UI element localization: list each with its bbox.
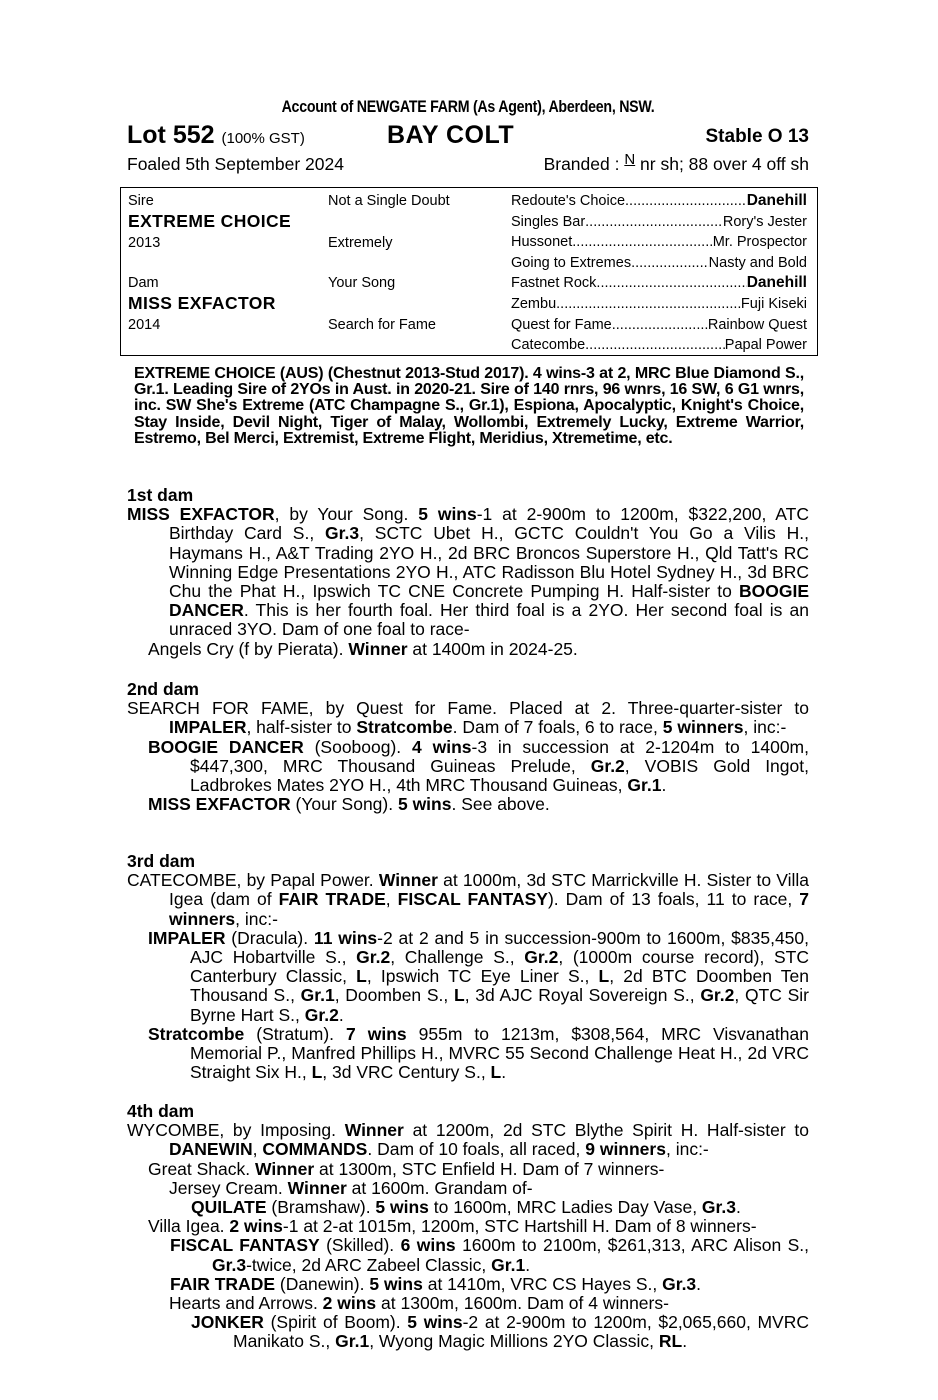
- foal-row: [127, 152, 809, 176]
- sire-sire: Not a Single Doubt: [328, 193, 450, 209]
- grandparent-row: [511, 253, 807, 274]
- dam-section: [127, 1102, 809, 1352]
- stable-location: Stable O 13: [705, 126, 809, 147]
- brand-description: nr sh; 88 over 4 off sh: [640, 154, 809, 174]
- progeny-record: Angels Cry (f by Pierata). Winner at 1400m in 2024-25.: [148, 638, 578, 659]
- sire-name: EXTREME CHOICE: [128, 211, 292, 231]
- dam-record: CATECOMBE, by Papal Power. Winner at 1000m, 3d STC Marrickville H. Sister to Villa Igea (dam of FAIR TRADE, FISCAL FANTASY). Dam of 13 foals, 11 to race, 7 winners, inc:-: [127, 870, 810, 929]
- grandparent-name: Going to Extremes: [511, 254, 632, 271]
- leader-dots: [625, 191, 747, 212]
- foaled-date: Foaled 5th September 2024: [127, 154, 344, 174]
- leader-dots: [596, 273, 746, 294]
- progeny-record: JONKER (Spirit of Boom). 5 wins-2 at 2-900m to 1200m, $2,065,660, MVRC Manikato S., Gr.1, Wyong Magic Millions 2YO Classic, RL.: [191, 1312, 809, 1352]
- great-grandsire-name: Nasty and Bold: [708, 254, 807, 271]
- dam-record: SEARCH FOR FAME, by Quest for Fame. Placed at 2. Three-quarter-sister to IMPALER, half-sister to Stratcombe. Dam of 7 foals, 6 to race, 5 winners, inc:-: [127, 698, 809, 738]
- progeny-record: Hearts and Arrows. 2 wins at 1300m, 1600m. Dam of 4 winners-: [169, 1293, 669, 1314]
- grandparent-row: [511, 335, 807, 356]
- brand-info: [544, 152, 809, 178]
- great-grandsire-name: Rainbow Quest: [707, 316, 807, 333]
- grandparent-name: Hussonet: [511, 234, 573, 251]
- great-grandsire-name: Papal Power: [724, 337, 807, 354]
- dam-section: [127, 486, 809, 659]
- colour-sex: BAY COLT: [387, 121, 515, 149]
- dam-heading: 4th dam: [127, 1101, 195, 1121]
- sire-label: Sire: [128, 193, 154, 209]
- grandparent-row: [511, 315, 807, 336]
- grandparent-name: Singles Bar: [511, 213, 586, 230]
- progeny-record: Jersey Cream. Winner at 1600m. Grandam of-: [169, 1177, 533, 1198]
- pedigree-table: [120, 187, 818, 356]
- lot-number: [127, 120, 305, 154]
- grandparent-row: [511, 212, 807, 233]
- grandparent-name: Fastnet Rock: [511, 275, 597, 292]
- vendor-account: Account of NEWGATE FARM (As Agent), Aberdeen, NSW.: [281, 98, 655, 116]
- grandparent-name: Quest for Fame: [511, 316, 612, 333]
- progeny-record: BOOGIE DANCER (Sooboog). 4 wins-3 in succession at 2-1204m to 1400m, $447,300, MRC Thousand Guineas Prelude, Gr.2, VOBIS Gold Ingot, Ladbrokes Mates 2YO H., 4th MRC Thousand Guineas, Gr.1.: [148, 736, 810, 796]
- sire-year: 2013: [128, 235, 161, 251]
- grandparent-name: Zembu: [511, 296, 557, 312]
- progeny-record: Villa Igea. 2 wins-1 at 2-at 1015m, 1200m, STC Hartshill H. Dam of 8 winners-: [148, 1216, 757, 1237]
- dam-record: MISS EXFACTOR, by Your Song. 5 wins-1 at 2-900m to 1200m, $322,200, ATC Birthday Card S., Gr.3, SCTC Ubet H., GCTC Couldn't You Go a Vilis H., Haymans H., A&T Trading 2YO H., 2d BRC Broncos Superstore H., Qld Tatt's RC Winning Edge Presentations 2YO H., ATC Radisson Blu Hotel Sydney H., 3d BRC Chu the Phat H., Ipswich TC CNE Concrete Pumping H. Half-sister to BOOGIE DANCER. This is her fourth foal. Her third foal is a 2YO. Her second foal is an unraced 3YO. Dam of one foal to race-: [127, 504, 809, 640]
- progeny-record: Great Shack. Winner at 1300m, STC Enfield H. Dam of 7 winners-: [148, 1158, 665, 1179]
- great-grandsire-name: Rory's Jester: [722, 213, 807, 230]
- great-grandsire-name: Mr. Prospector: [712, 234, 807, 251]
- progeny-record: MISS EXFACTOR (Your Song). 5 wins. See above.: [148, 794, 550, 815]
- dam-heading: 2nd dam: [127, 679, 199, 699]
- lot-label: Lot 552: [127, 121, 215, 149]
- grandparent-row: [511, 232, 807, 253]
- dam-name: MISS EXFACTOR: [128, 293, 276, 313]
- progeny-record: FISCAL FANTASY (Skilled). 6 wins 1600m to 2100m, $261,313, ARC Alison S., Gr.3-twice, 2d ARC Zabeel Classic, Gr.1.: [170, 1235, 810, 1275]
- grandparent-row: [511, 273, 807, 294]
- great-grandsire-name: Danehill: [746, 192, 807, 209]
- progeny-record: FAIR TRADE (Danewin). 5 wins at 1410m, VRC CS Hayes S., Gr.3.: [170, 1273, 702, 1294]
- brand-mark-icon: N: [624, 151, 636, 168]
- sire-summary: EXTREME CHOICE (AUS) (Chestnut 2013-Stud 2017). 4 wins-3 at 2, MRC Blue Diamond S., Gr.1. Leading Sire of 2YOs in Aust. in 2020-21. Sire of 140 rnrs, 96 wnrs, 16 SW, 6 G1 wnrs, inc. SW She's Extreme (ATC Champagne S., Gr.1), Espiona, Apocalyptic, Knight's Choice, Stay Inside, Devil Night, Tiger of Malay, Wollombi, Extremely Lucky, Extreme Warrior, Estremo, Bel Merci, Extremist, Extreme Flight, Meridius, Xtremetime, etc.: [134, 365, 804, 447]
- dam-section: [127, 852, 809, 1082]
- great-grandsire-name: Fuji Kiseki: [740, 296, 807, 312]
- catalogue-page-header: [127, 96, 809, 176]
- leader-dots: [572, 232, 712, 253]
- dam-heading: 1st dam: [127, 485, 194, 505]
- grandparent-row: [511, 191, 807, 212]
- leader-dots: [585, 212, 723, 233]
- dam-dam: Search for Fame: [328, 317, 436, 333]
- grandparent-name: Catecombe: [511, 337, 586, 354]
- leader-dots: [585, 335, 725, 356]
- grandparent-row: [511, 294, 807, 315]
- dam-label: Dam: [128, 275, 159, 291]
- progeny-record: IMPALER (Dracula). 11 wins-2 at 2 and 5 in succession-900m to 1600m, $835,450, AJC Hobartville S., Gr.2, Challenge S., Gr.2, (1000m course record), STC Canterbury Classic, L, Ipswich TC Eye Liner S., L, 2d BTC Doomben Ten Thousand S., Gr.1, Doomben S., L, 3d AJC Royal Sovereign S., Gr.2, QTC Sir Byrne Hart S., Gr.2.: [148, 927, 810, 1025]
- leader-dots: [612, 315, 708, 336]
- progeny-record: QUILATE (Bramshaw). 5 wins to 1600m, MRC Ladies Day Vase, Gr.3.: [191, 1197, 741, 1218]
- grandparent-name: Redoute's Choice: [511, 193, 626, 209]
- dam-record: WYCOMBE, by Imposing. Winner at 1200m, 2d STC Blythe Spirit H. Half-sister to DANEWIN, COMMANDS. Dam of 10 foals, all raced, 9 winners, inc:-: [127, 1120, 809, 1160]
- progeny-record: Stratcombe (Stratum). 7 wins 955m to 1213m, $308,564, MRC Visvanathan Memorial P., Manfred Phillips H., MVRC 55 Second Challenge Heat H., 2d VRC Straight Six H., L, 3d VRC Century S., L.: [148, 1023, 809, 1083]
- lot-row: [127, 120, 809, 150]
- dam-year: 2014: [128, 317, 161, 333]
- branded-label: Branded :: [543, 154, 620, 174]
- sire-dam: Extremely: [328, 235, 393, 251]
- dam-heading: 3rd dam: [127, 851, 196, 871]
- gst-note: (100% GST): [221, 130, 305, 147]
- leader-dots: [631, 253, 709, 274]
- dam-section: [127, 680, 809, 814]
- leader-dots: [556, 294, 741, 315]
- dam-sire: Your Song: [328, 275, 396, 291]
- great-grandsire-name: Danehill: [746, 274, 807, 292]
